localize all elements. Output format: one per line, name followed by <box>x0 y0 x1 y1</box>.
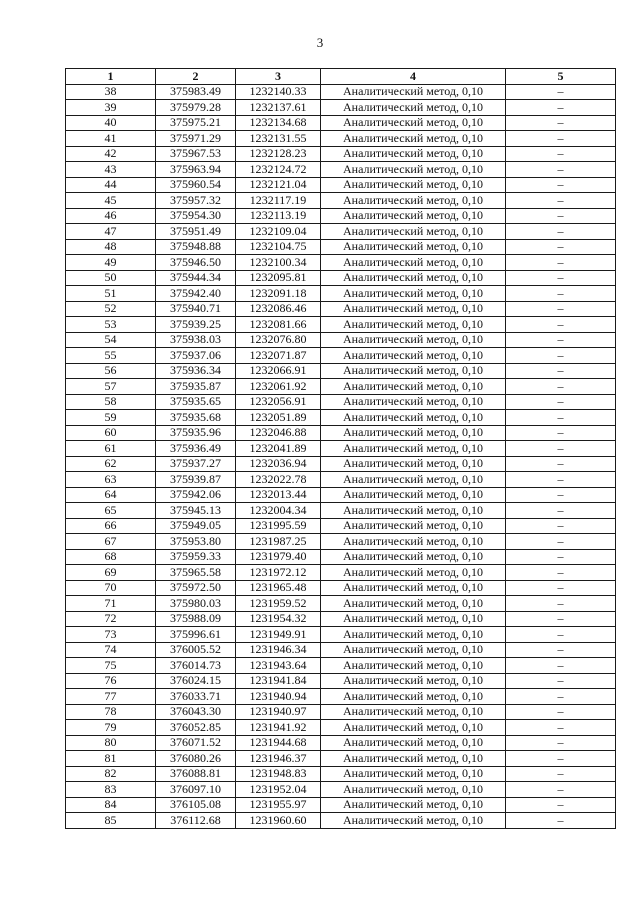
column-header-4: 4 <box>321 69 506 85</box>
note-cell: – <box>506 270 616 286</box>
table-row <box>66 177 616 193</box>
point-number-cell: 79 <box>66 720 156 736</box>
x-coordinate-cell: 376024.15 <box>156 673 236 689</box>
x-coordinate-cell: 375936.34 <box>156 363 236 379</box>
point-number-cell: 84 <box>66 797 156 813</box>
method-cell: Аналитический метод, 0,10 <box>321 720 506 736</box>
table-row <box>66 84 616 100</box>
table-body <box>66 84 616 828</box>
y-coordinate-cell: 1232128.23 <box>236 146 321 162</box>
table-row <box>66 379 616 395</box>
y-coordinate-cell: 1232091.18 <box>236 286 321 302</box>
x-coordinate-cell: 375935.87 <box>156 379 236 395</box>
note-cell: – <box>506 286 616 302</box>
point-number-cell: 65 <box>66 503 156 519</box>
x-coordinate-cell: 375965.58 <box>156 565 236 581</box>
x-coordinate-cell: 375951.49 <box>156 224 236 240</box>
point-number-cell: 55 <box>66 348 156 364</box>
x-coordinate-cell: 375940.71 <box>156 301 236 317</box>
method-cell: Аналитический метод, 0,10 <box>321 84 506 100</box>
point-number-cell: 46 <box>66 208 156 224</box>
point-number-cell: 76 <box>66 673 156 689</box>
note-cell: – <box>506 410 616 426</box>
table-row <box>66 689 616 705</box>
note-cell: – <box>506 580 616 596</box>
table-row <box>66 270 616 286</box>
point-number-cell: 54 <box>66 332 156 348</box>
x-coordinate-cell: 375960.54 <box>156 177 236 193</box>
y-coordinate-cell: 1232113.19 <box>236 208 321 224</box>
table-row <box>66 518 616 534</box>
note-cell: – <box>506 115 616 131</box>
point-number-cell: 63 <box>66 472 156 488</box>
note-cell: – <box>506 689 616 705</box>
method-cell: Аналитический метод, 0,10 <box>321 332 506 348</box>
x-coordinate-cell: 375983.49 <box>156 84 236 100</box>
method-cell: Аналитический метод, 0,10 <box>321 611 506 627</box>
y-coordinate-cell: 1232041.89 <box>236 441 321 457</box>
y-coordinate-cell: 1232056.91 <box>236 394 321 410</box>
point-number-cell: 41 <box>66 131 156 147</box>
y-coordinate-cell: 1231946.37 <box>236 751 321 767</box>
x-coordinate-cell: 375936.49 <box>156 441 236 457</box>
method-cell: Аналитический метод, 0,10 <box>321 487 506 503</box>
table-row <box>66 751 616 767</box>
note-cell: – <box>506 611 616 627</box>
point-number-cell: 52 <box>66 301 156 317</box>
method-cell: Аналитический метод, 0,10 <box>321 379 506 395</box>
x-coordinate-cell: 375975.21 <box>156 115 236 131</box>
point-number-cell: 44 <box>66 177 156 193</box>
y-coordinate-cell: 1231972.12 <box>236 565 321 581</box>
y-coordinate-cell: 1231979.40 <box>236 549 321 565</box>
x-coordinate-cell: 376014.73 <box>156 658 236 674</box>
note-cell: – <box>506 255 616 271</box>
y-coordinate-cell: 1231952.04 <box>236 782 321 798</box>
method-cell: Аналитический метод, 0,10 <box>321 146 506 162</box>
point-number-cell: 43 <box>66 162 156 178</box>
point-number-cell: 75 <box>66 658 156 674</box>
note-cell: – <box>506 813 616 829</box>
note-cell: – <box>506 224 616 240</box>
method-cell: Аналитический метод, 0,10 <box>321 642 506 658</box>
y-coordinate-cell: 1232066.91 <box>236 363 321 379</box>
note-cell: – <box>506 131 616 147</box>
y-coordinate-cell: 1232095.81 <box>236 270 321 286</box>
note-cell: – <box>506 394 616 410</box>
method-cell: Аналитический метод, 0,10 <box>321 766 506 782</box>
method-cell: Аналитический метод, 0,10 <box>321 255 506 271</box>
method-cell: Аналитический метод, 0,10 <box>321 503 506 519</box>
note-cell: – <box>506 425 616 441</box>
method-cell: Аналитический метод, 0,10 <box>321 286 506 302</box>
method-cell: Аналитический метод, 0,10 <box>321 735 506 751</box>
note-cell: – <box>506 534 616 550</box>
x-coordinate-cell: 376071.52 <box>156 735 236 751</box>
table-row <box>66 162 616 178</box>
page-number: 3 <box>316 35 324 50</box>
table-row <box>66 286 616 302</box>
point-number-cell: 40 <box>66 115 156 131</box>
x-coordinate-cell: 376033.71 <box>156 689 236 705</box>
column-header-5: 5 <box>506 69 616 85</box>
y-coordinate-cell: 1232081.66 <box>236 317 321 333</box>
point-number-cell: 56 <box>66 363 156 379</box>
note-cell: – <box>506 208 616 224</box>
method-cell: Аналитический метод, 0,10 <box>321 224 506 240</box>
table-row <box>66 580 616 596</box>
note-cell: – <box>506 239 616 255</box>
table-row <box>66 255 616 271</box>
note-cell: – <box>506 720 616 736</box>
point-number-cell: 61 <box>66 441 156 457</box>
y-coordinate-cell: 1231948.83 <box>236 766 321 782</box>
table-row <box>66 611 616 627</box>
point-number-cell: 53 <box>66 317 156 333</box>
table-row <box>66 658 616 674</box>
table-row <box>66 348 616 364</box>
point-number-cell: 83 <box>66 782 156 798</box>
table-row <box>66 146 616 162</box>
method-cell: Аналитический метод, 0,10 <box>321 658 506 674</box>
note-cell: – <box>506 177 616 193</box>
x-coordinate-cell: 375938.03 <box>156 332 236 348</box>
x-coordinate-cell: 375957.32 <box>156 193 236 209</box>
x-coordinate-cell: 375937.27 <box>156 456 236 472</box>
table-row <box>66 503 616 519</box>
method-cell: Аналитический метод, 0,10 <box>321 689 506 705</box>
y-coordinate-cell: 1232086.46 <box>236 301 321 317</box>
point-number-cell: 49 <box>66 255 156 271</box>
method-cell: Аналитический метод, 0,10 <box>321 131 506 147</box>
method-cell: Аналитический метод, 0,10 <box>321 162 506 178</box>
y-coordinate-cell: 1232121.04 <box>236 177 321 193</box>
y-coordinate-cell: 1231954.32 <box>236 611 321 627</box>
note-cell: – <box>506 704 616 720</box>
table-row <box>66 642 616 658</box>
y-coordinate-cell: 1232046.88 <box>236 425 321 441</box>
note-cell: – <box>506 797 616 813</box>
table-row <box>66 627 616 643</box>
x-coordinate-cell: 375937.06 <box>156 348 236 364</box>
y-coordinate-cell: 1232124.72 <box>236 162 321 178</box>
method-cell: Аналитический метод, 0,10 <box>321 580 506 596</box>
table-row <box>66 549 616 565</box>
x-coordinate-cell: 376088.81 <box>156 766 236 782</box>
y-coordinate-cell: 1232076.80 <box>236 332 321 348</box>
x-coordinate-cell: 376112.68 <box>156 813 236 829</box>
table-row <box>66 131 616 147</box>
note-cell: – <box>506 673 616 689</box>
y-coordinate-cell: 1231940.97 <box>236 704 321 720</box>
method-cell: Аналитический метод, 0,10 <box>321 239 506 255</box>
x-coordinate-cell: 375935.96 <box>156 425 236 441</box>
method-cell: Аналитический метод, 0,10 <box>321 301 506 317</box>
method-cell: Аналитический метод, 0,10 <box>321 596 506 612</box>
x-coordinate-cell: 375954.30 <box>156 208 236 224</box>
method-cell: Аналитический метод, 0,10 <box>321 565 506 581</box>
method-cell: Аналитический метод, 0,10 <box>321 394 506 410</box>
table-row <box>66 224 616 240</box>
x-coordinate-cell: 375967.53 <box>156 146 236 162</box>
y-coordinate-cell: 1232022.78 <box>236 472 321 488</box>
x-coordinate-cell: 376005.52 <box>156 642 236 658</box>
x-coordinate-cell: 375939.25 <box>156 317 236 333</box>
method-cell: Аналитический метод, 0,10 <box>321 782 506 798</box>
note-cell: – <box>506 766 616 782</box>
table-row <box>66 208 616 224</box>
y-coordinate-cell: 1232036.94 <box>236 456 321 472</box>
y-coordinate-cell: 1231987.25 <box>236 534 321 550</box>
column-header-3: 3 <box>236 69 321 85</box>
method-cell: Аналитический метод, 0,10 <box>321 518 506 534</box>
table-row <box>66 472 616 488</box>
table-row <box>66 301 616 317</box>
table-row <box>66 317 616 333</box>
table-row <box>66 410 616 426</box>
x-coordinate-cell: 375948.88 <box>156 239 236 255</box>
point-number-cell: 48 <box>66 239 156 255</box>
method-cell: Аналитический метод, 0,10 <box>321 797 506 813</box>
x-coordinate-cell: 375946.50 <box>156 255 236 271</box>
note-cell: – <box>506 751 616 767</box>
method-cell: Аналитический метод, 0,10 <box>321 472 506 488</box>
table-row <box>66 100 616 116</box>
x-coordinate-cell: 376097.10 <box>156 782 236 798</box>
y-coordinate-cell: 1232004.34 <box>236 503 321 519</box>
method-cell: Аналитический метод, 0,10 <box>321 534 506 550</box>
header-row <box>66 69 616 85</box>
x-coordinate-cell: 375939.87 <box>156 472 236 488</box>
y-coordinate-cell: 1232013.44 <box>236 487 321 503</box>
y-coordinate-cell: 1231965.48 <box>236 580 321 596</box>
y-coordinate-cell: 1232061.92 <box>236 379 321 395</box>
table-row <box>66 394 616 410</box>
method-cell: Аналитический метод, 0,10 <box>321 410 506 426</box>
table-row <box>66 813 616 829</box>
column-header-2: 2 <box>156 69 236 85</box>
point-number-cell: 69 <box>66 565 156 581</box>
note-cell: – <box>506 518 616 534</box>
method-cell: Аналитический метод, 0,10 <box>321 363 506 379</box>
method-cell: Аналитический метод, 0,10 <box>321 549 506 565</box>
y-coordinate-cell: 1231960.60 <box>236 813 321 829</box>
method-cell: Аналитический метод, 0,10 <box>321 100 506 116</box>
table-row <box>66 332 616 348</box>
method-cell: Аналитический метод, 0,10 <box>321 673 506 689</box>
note-cell: – <box>506 472 616 488</box>
point-number-cell: 77 <box>66 689 156 705</box>
x-coordinate-cell: 375972.50 <box>156 580 236 596</box>
y-coordinate-cell: 1231940.94 <box>236 689 321 705</box>
method-cell: Аналитический метод, 0,10 <box>321 193 506 209</box>
note-cell: – <box>506 441 616 457</box>
point-number-cell: 72 <box>66 611 156 627</box>
x-coordinate-cell: 375971.29 <box>156 131 236 147</box>
note-cell: – <box>506 565 616 581</box>
table-row <box>66 565 616 581</box>
table-header <box>66 69 616 85</box>
point-number-cell: 82 <box>66 766 156 782</box>
note-cell: – <box>506 596 616 612</box>
point-number-cell: 66 <box>66 518 156 534</box>
y-coordinate-cell: 1232071.87 <box>236 348 321 364</box>
y-coordinate-cell: 1231995.59 <box>236 518 321 534</box>
note-cell: – <box>506 348 616 364</box>
method-cell: Аналитический метод, 0,10 <box>321 115 506 131</box>
table-row <box>66 782 616 798</box>
y-coordinate-cell: 1231941.84 <box>236 673 321 689</box>
point-number-cell: 38 <box>66 84 156 100</box>
y-coordinate-cell: 1232100.34 <box>236 255 321 271</box>
x-coordinate-cell: 376105.08 <box>156 797 236 813</box>
note-cell: – <box>506 363 616 379</box>
note-cell: – <box>506 503 616 519</box>
note-cell: – <box>506 487 616 503</box>
note-cell: – <box>506 193 616 209</box>
x-coordinate-cell: 375935.68 <box>156 410 236 426</box>
method-cell: Аналитический метод, 0,10 <box>321 813 506 829</box>
table-row <box>66 425 616 441</box>
point-number-cell: 47 <box>66 224 156 240</box>
y-coordinate-cell: 1231943.64 <box>236 658 321 674</box>
table-row <box>66 704 616 720</box>
point-number-cell: 85 <box>66 813 156 829</box>
point-number-cell: 73 <box>66 627 156 643</box>
y-coordinate-cell: 1232140.33 <box>236 84 321 100</box>
y-coordinate-cell: 1232117.19 <box>236 193 321 209</box>
point-number-cell: 60 <box>66 425 156 441</box>
method-cell: Аналитический метод, 0,10 <box>321 751 506 767</box>
point-number-cell: 62 <box>66 456 156 472</box>
y-coordinate-cell: 1231944.68 <box>236 735 321 751</box>
point-number-cell: 81 <box>66 751 156 767</box>
note-cell: – <box>506 162 616 178</box>
note-cell: – <box>506 301 616 317</box>
table-row <box>66 456 616 472</box>
x-coordinate-cell: 375953.80 <box>156 534 236 550</box>
note-cell: – <box>506 642 616 658</box>
x-coordinate-cell: 376080.26 <box>156 751 236 767</box>
point-number-cell: 68 <box>66 549 156 565</box>
table-row <box>66 441 616 457</box>
y-coordinate-cell: 1232109.04 <box>236 224 321 240</box>
y-coordinate-cell: 1231959.52 <box>236 596 321 612</box>
note-cell: – <box>506 627 616 643</box>
x-coordinate-cell: 375979.28 <box>156 100 236 116</box>
point-number-cell: 58 <box>66 394 156 410</box>
note-cell: – <box>506 658 616 674</box>
method-cell: Аналитический метод, 0,10 <box>321 208 506 224</box>
y-coordinate-cell: 1232051.89 <box>236 410 321 426</box>
point-number-cell: 42 <box>66 146 156 162</box>
x-coordinate-cell: 375935.65 <box>156 394 236 410</box>
x-coordinate-cell: 375949.05 <box>156 518 236 534</box>
note-cell: – <box>506 146 616 162</box>
table-row <box>66 534 616 550</box>
table-row <box>66 487 616 503</box>
method-cell: Аналитический метод, 0,10 <box>321 627 506 643</box>
note-cell: – <box>506 84 616 100</box>
table-row <box>66 766 616 782</box>
point-number-cell: 67 <box>66 534 156 550</box>
point-number-cell: 80 <box>66 735 156 751</box>
method-cell: Аналитический метод, 0,10 <box>321 425 506 441</box>
table-row <box>66 239 616 255</box>
method-cell: Аналитический метод, 0,10 <box>321 270 506 286</box>
table-row <box>66 797 616 813</box>
table-row <box>66 115 616 131</box>
x-coordinate-cell: 376043.30 <box>156 704 236 720</box>
method-cell: Аналитический метод, 0,10 <box>321 704 506 720</box>
point-number-cell: 78 <box>66 704 156 720</box>
x-coordinate-cell: 375959.33 <box>156 549 236 565</box>
table-row <box>66 363 616 379</box>
note-cell: – <box>506 456 616 472</box>
y-coordinate-cell: 1232104.75 <box>236 239 321 255</box>
y-coordinate-cell: 1231955.97 <box>236 797 321 813</box>
table-row <box>66 193 616 209</box>
table-row <box>66 596 616 612</box>
y-coordinate-cell: 1231941.92 <box>236 720 321 736</box>
x-coordinate-cell: 375945.13 <box>156 503 236 519</box>
x-coordinate-cell: 375988.09 <box>156 611 236 627</box>
point-number-cell: 57 <box>66 379 156 395</box>
note-cell: – <box>506 735 616 751</box>
x-coordinate-cell: 375980.03 <box>156 596 236 612</box>
y-coordinate-cell: 1231949.91 <box>236 627 321 643</box>
method-cell: Аналитический метод, 0,10 <box>321 348 506 364</box>
point-number-cell: 45 <box>66 193 156 209</box>
method-cell: Аналитический метод, 0,10 <box>321 177 506 193</box>
point-number-cell: 59 <box>66 410 156 426</box>
point-number-cell: 71 <box>66 596 156 612</box>
x-coordinate-cell: 375963.94 <box>156 162 236 178</box>
column-header-1: 1 <box>66 69 156 85</box>
point-number-cell: 39 <box>66 100 156 116</box>
x-coordinate-cell: 376052.85 <box>156 720 236 736</box>
method-cell: Аналитический метод, 0,10 <box>321 317 506 333</box>
x-coordinate-cell: 375996.61 <box>156 627 236 643</box>
x-coordinate-cell: 375944.34 <box>156 270 236 286</box>
note-cell: – <box>506 317 616 333</box>
point-number-cell: 51 <box>66 286 156 302</box>
y-coordinate-cell: 1232137.61 <box>236 100 321 116</box>
point-number-cell: 64 <box>66 487 156 503</box>
y-coordinate-cell: 1231946.34 <box>236 642 321 658</box>
x-coordinate-cell: 375942.40 <box>156 286 236 302</box>
table-row <box>66 735 616 751</box>
note-cell: – <box>506 332 616 348</box>
y-coordinate-cell: 1232134.68 <box>236 115 321 131</box>
method-cell: Аналитический метод, 0,10 <box>321 456 506 472</box>
y-coordinate-cell: 1232131.55 <box>236 131 321 147</box>
point-number-cell: 74 <box>66 642 156 658</box>
table-row <box>66 720 616 736</box>
note-cell: – <box>506 100 616 116</box>
note-cell: – <box>506 379 616 395</box>
x-coordinate-cell: 375942.06 <box>156 487 236 503</box>
point-number-cell: 70 <box>66 580 156 596</box>
point-number-cell: 50 <box>66 270 156 286</box>
note-cell: – <box>506 549 616 565</box>
coordinates-table <box>65 68 616 829</box>
table-row <box>66 673 616 689</box>
method-cell: Аналитический метод, 0,10 <box>321 441 506 457</box>
note-cell: – <box>506 782 616 798</box>
